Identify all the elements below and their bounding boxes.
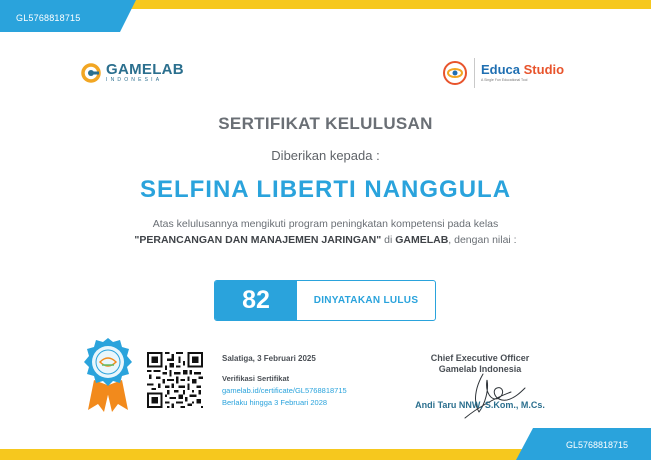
- certificate-title: SERTIFIKAT KELULUSAN: [218, 114, 433, 133]
- score-box: [214, 280, 436, 321]
- verify-title: Verifikasi Sertifikat: [222, 374, 290, 383]
- program-name: "PERANCANGAN DAN MANAJEMEN JARINGAN": [134, 234, 382, 246]
- qr-code-icon: [147, 352, 203, 408]
- educa-logo-tagline: A Single Fun Educational Tool: [481, 78, 528, 82]
- given-to-label: Diberikan kepada :: [271, 148, 380, 163]
- signatory-organization: Gamelab Indonesia: [438, 364, 522, 374]
- description-end: , dengan nilai :: [448, 234, 517, 246]
- signatory-title: Chief Executive Officer: [430, 353, 530, 363]
- bottom-decor-band: [0, 420, 651, 460]
- valid-until: Berlaku hingga 3 Februari 2028: [222, 398, 328, 407]
- score-value: 82: [215, 281, 297, 320]
- educa-logo-studio: Studio: [520, 62, 565, 77]
- gamelab-logo-sub: INDONESIA: [106, 77, 163, 83]
- top-decor-band: [0, 0, 651, 40]
- verify-link[interactable]: gamelab.id/certificate/GL5768818715: [222, 386, 347, 395]
- place-date: Salatiga, 3 Februari 2025: [222, 354, 316, 363]
- educa-logo-icon: [442, 60, 468, 86]
- certificate-id-bottom: GL5768818715: [565, 440, 628, 450]
- educa-logo-divider: [474, 58, 475, 88]
- gamelab-logo: [80, 58, 184, 88]
- description-line-1: Atas kelulusannya mengikuti program peningkatan kompetensi pada kelas: [152, 218, 499, 230]
- gamelab-logo-icon: [80, 62, 102, 84]
- description-line-2: [0, 234, 651, 246]
- signature-icon: [455, 368, 535, 420]
- certification-badge-icon: [80, 336, 136, 414]
- gamelab-logo-name: GAMELAB: [106, 61, 184, 78]
- recipient-name: SELFINA LIBERTI NANGGULA: [139, 176, 512, 203]
- description-mid: di: [381, 234, 396, 246]
- organization-name: GAMELAB: [395, 234, 449, 246]
- pass-status: DINYATAKAN LULUS: [313, 295, 419, 306]
- certificate-id-top: GL5768818715: [16, 13, 81, 23]
- educa-logo-name: Educa: [481, 62, 521, 77]
- signatory-name: Andi Taru NNW, S.Kom., M.Cs.: [415, 400, 545, 410]
- educa-studio-logo: [442, 58, 564, 88]
